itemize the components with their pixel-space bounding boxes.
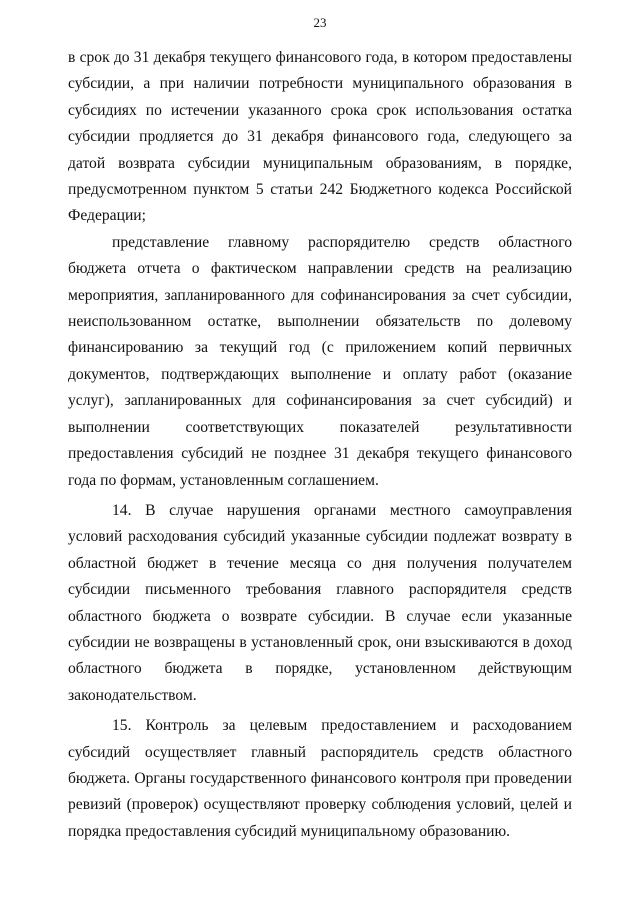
paragraph-report-requirement: представление главному распорядителю средств областного бюджета отчета о фактическом направлении средств на реализацию мероприятия, запланированного для софинансирования за счет субсидии, неиспользованном остатке, выполнении обязательств по долевому финансированию за текущий год (с приложением копий первичных документов, подтверждающих выполнение и оплату работ (оказание услуг), запланированных для софинансирования за счет субсидий) и выполнении соответствующих показателей результативности предоставления субсидий не позднее 31 декабря текущего финансового года по формам, установленным соглашением. (68, 233, 572, 489)
document-body (68, 45, 572, 845)
paragraph-continuation: в срок до 31 декабря текущего финансового года, в котором предоставлены субсидии, а при наличии потребности муниципального образования в субсидиях по истечении указанного срока срок использования остатка субсидии продляется до 31 декабря финансового года, следующего за датой возврата субсидии муниципальным образованиям, в порядке, предусмотренном пунктом 5 статьи 242 Бюджетного кодекса Российской Федерации; (68, 49, 572, 225)
page-number: 23 (313, 15, 327, 30)
paragraph-item-15: 15. Контроль за целевым предоставлением и расходованием субсидий осуществляет главный распорядитель средств областного бюджета. Органы государственного финансового контроля при проведении ревизий (проверок) осуществляют проверку соблюдения условий, целей и порядка предоставления субсидий муниципальному образованию. (68, 717, 572, 840)
paragraph-item-14: 14. В случае нарушения органами местного самоуправления условий расходования субсидий указанные субсидии подлежат возврату в областной бюджет в течение месяца со дня получения получателем субсидии письменного требования главного распорядителя средств областного бюджета о возврате субсидии. В случае если указанные субсидии не возвращены в установленный срок, они взыскиваются в доход областного бюджета в порядке, установленном действующим законодательством. (68, 501, 572, 704)
